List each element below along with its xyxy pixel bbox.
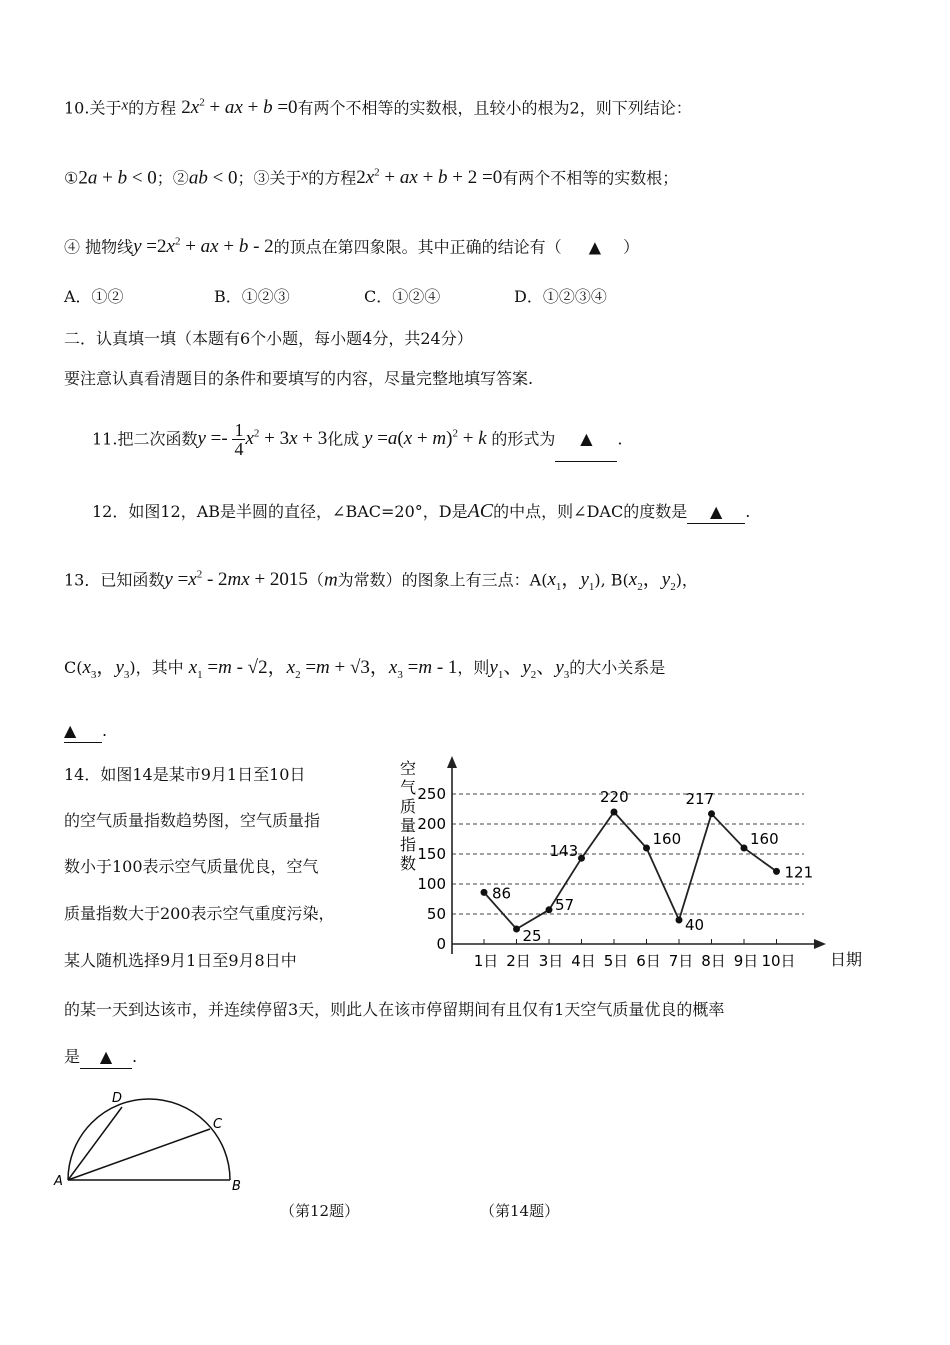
section-note: 要注意认真看清题目的条件和要填写的内容，尽量完整地填写答案. <box>64 369 534 388</box>
q11-text-c: 的形式为 <box>491 429 556 449</box>
q13-point-a: $x_1$，$y_1$ <box>547 569 595 594</box>
q10-equation: $2x^2$ + ax + b =0 <box>181 97 298 119</box>
option-b: B．①②③ <box>214 287 290 306</box>
y-tick-label: 100 <box>417 875 446 893</box>
q13-text-i: 的大小关系是 <box>569 658 666 677</box>
x-tick-label: 9日 <box>733 952 759 970</box>
q11 <box>92 412 622 462</box>
q13-answer-blank: ▲ <box>64 720 102 743</box>
q11-text-b: 化成 <box>327 429 360 449</box>
q13-text-d: ), B( <box>594 570 629 590</box>
q13-text-h: ，则 <box>457 658 490 677</box>
data-point <box>676 917 683 924</box>
data-label: 160 <box>750 830 779 848</box>
y-axis-label-char: 气 <box>399 778 417 797</box>
q14-answer-blank: ▲ <box>80 1046 132 1069</box>
y-tick-label: 150 <box>417 845 446 863</box>
q10-c2: ab < 0 <box>188 167 238 189</box>
q10-c1-mark: ① <box>64 168 79 188</box>
q13-line1 <box>64 564 698 598</box>
answer-triangle: ▲ <box>588 237 602 257</box>
data-label: 220 <box>600 788 629 806</box>
q10-c3-var: x <box>301 167 309 184</box>
q10-c3-tail: 的方程 <box>308 168 357 188</box>
q12 <box>92 500 750 524</box>
y-axis-label <box>400 759 416 873</box>
q13-text-f: C( <box>64 658 83 677</box>
q13-var-m: m <box>323 569 338 591</box>
y-tick-label: 200 <box>417 815 446 833</box>
data-point <box>611 809 618 816</box>
option-a: A．①② <box>64 287 124 306</box>
data-point <box>513 926 520 933</box>
q13-point-b: $x_2$，$y_2$ <box>628 569 676 594</box>
data-point <box>643 845 650 852</box>
semicircle-arc <box>68 1099 230 1180</box>
y-axis-label-char: 量 <box>399 816 417 835</box>
q10-c4-end: 的顶点在第四象限。其中正确的结论有（ <box>273 237 562 257</box>
q10-stem <box>64 92 692 119</box>
data-point <box>578 855 585 862</box>
y-axis-label-char: 指 <box>399 835 417 854</box>
y-tick-label: 0 <box>436 935 446 953</box>
air-quality-chart <box>392 748 862 978</box>
label-a: A <box>54 1174 63 1189</box>
q14-line-3: 数小于100表示空气质量优良，空气 <box>64 857 319 876</box>
q10-text-a: 关于 <box>89 98 122 118</box>
q10-text-c: 有两个不相等的实数根，且较小的根为2，则下列结论： <box>297 98 692 118</box>
q10-c3-end: 有两个不相等的实数根； <box>502 168 679 188</box>
q10-conclusions: ①2a + b < 0；②ab < 0；③关于x的方程$2x^2$ + ax + b + 2 =0有两个不相等的实数根； <box>64 167 679 189</box>
q10-var-x: x <box>121 97 129 114</box>
series-line <box>484 812 777 929</box>
x-tick-label: 4日 <box>571 952 596 970</box>
q14-text-last: 是 <box>64 1047 81 1066</box>
data-label: 217 <box>685 789 715 808</box>
y-axis-label-char: 空 <box>399 759 417 778</box>
q13-point-c: $x_3$，$y_3$ <box>82 657 130 681</box>
q10-c4-mark: ④ 抛物线 <box>64 237 134 257</box>
q10-c4-eq: $y =2x^2$ + ax + b - 2 <box>133 236 274 258</box>
y-axis-label-char: 数 <box>399 854 417 873</box>
q11-answer-blank: ▲ <box>555 417 617 462</box>
q10-c1: 2a + b < 0 <box>78 167 157 189</box>
q12-text-a: 12．如图12，AB是半圆的直径，∠BAC=20°，D是 <box>92 502 468 521</box>
semicircle-figure <box>50 1090 250 1200</box>
data-label: 160 <box>652 830 682 848</box>
q12-end: . <box>745 502 751 521</box>
q13-conditions: $x_1 =m - √2$，$x_2 =m + √3$，$x_3 =m - 1$ <box>188 657 458 681</box>
option-c: C．①②④ <box>364 287 441 306</box>
x-tick-label: 5日 <box>603 952 629 970</box>
x-tick-label: 7日 <box>668 952 694 970</box>
q13-ys: $y_1$、$y_2$、$y_3$ <box>489 657 570 681</box>
q10-number: 10. <box>64 98 90 118</box>
x-tick-label: 6日 <box>636 952 661 970</box>
data-label: 143 <box>549 842 579 861</box>
y-tick-label: 50 <box>426 905 446 923</box>
q12-answer-blank: ▲ <box>687 501 745 524</box>
data-point <box>741 845 748 852</box>
data-label: 57 <box>555 895 575 914</box>
q11-form: $y =a(x + m)^2 + k$ <box>364 428 487 450</box>
q10-options <box>64 286 607 308</box>
q14-line-1: 14．如图14是某市9月1日至10日 <box>64 765 306 784</box>
data-point <box>773 868 780 875</box>
data-label: 121 <box>784 863 814 882</box>
q13-function: $y =x^2 - 2mx + 2015$ <box>164 569 308 591</box>
q10-c4 <box>64 231 639 258</box>
data-label: 86 <box>492 884 512 903</box>
x-axis-arrow <box>814 939 826 949</box>
label-b: B <box>232 1179 241 1194</box>
data-label: 25 <box>522 927 542 945</box>
q14-end: . <box>132 1047 138 1066</box>
q13-text-e: )， <box>675 570 698 590</box>
q10-c3-text: ；③关于 <box>237 168 302 188</box>
q14-line-7 <box>64 1046 137 1069</box>
label-d: D <box>112 1091 123 1106</box>
label-c: C <box>213 1117 223 1132</box>
q13-text-b: （ <box>307 570 324 590</box>
x-tick-label: 2日 <box>506 952 531 970</box>
option-d: D．①②③④ <box>514 287 607 306</box>
q10-text-b: 的方程 <box>128 98 177 118</box>
q11-end: . <box>617 429 623 449</box>
y-axis-arrow <box>447 756 457 768</box>
q11-text-a: 11.把二次函数 <box>92 429 198 449</box>
chord-ac <box>68 1129 210 1180</box>
q13-text-g: )，其中 <box>129 658 184 677</box>
q10-c2-mark: ② <box>172 168 189 188</box>
q13-end: . <box>102 721 108 740</box>
q14-line-2: 的空气质量指数趋势图，空气质量指 <box>64 811 321 830</box>
data-label: 40 <box>685 916 705 934</box>
data-point <box>708 810 715 817</box>
x-tick-label: 1日 <box>473 952 499 970</box>
q14-line-4: 质量指数大于200表示空气重度污染， <box>64 904 335 923</box>
q12-arc-ac: AC <box>467 500 494 522</box>
q13-answer <box>64 720 107 743</box>
y-tick-label: 250 <box>417 785 446 803</box>
section-title: 二．认真填一填（本题有6个小题，每小题4分，共24分） <box>64 329 473 348</box>
q11-function: y =- $\frac{1}{4}$ $x^2 + 3x + 3$ <box>197 420 328 460</box>
q14-line-6: 的某一天到达该市，并连续停留3天，则此人在该市停留期间有且仅有1天空气质量优良的概率 <box>64 1000 725 1019</box>
q14-line-5: 某人随机选择9月1日至9月8日中 <box>64 951 297 970</box>
y-tick-labels <box>417 785 446 953</box>
y-axis-label-char: 质 <box>399 797 417 816</box>
data-point <box>546 906 553 913</box>
q13-text-c: 为常数）的图象上有三点：A( <box>337 570 548 590</box>
q10-close: ） <box>623 237 640 257</box>
q13-line2 <box>64 657 665 686</box>
q13-text-a: 13．已知函数 <box>64 570 165 590</box>
x-tick-label: 10日 <box>761 952 796 970</box>
q10-c3-eq: $2x^2$ + ax + b + 2 =0 <box>356 167 503 189</box>
x-axis-label: 日期 <box>830 950 862 969</box>
caption-fig12: （第12题） <box>280 1202 360 1220</box>
x-tick-label: 3日 <box>538 952 564 970</box>
q12-text-b: 的中点，则∠DAC的度数是 <box>493 502 688 521</box>
caption-fig14: （第14题） <box>480 1202 560 1220</box>
x-tick-label: 8日 <box>701 952 726 970</box>
data-point <box>481 889 488 896</box>
